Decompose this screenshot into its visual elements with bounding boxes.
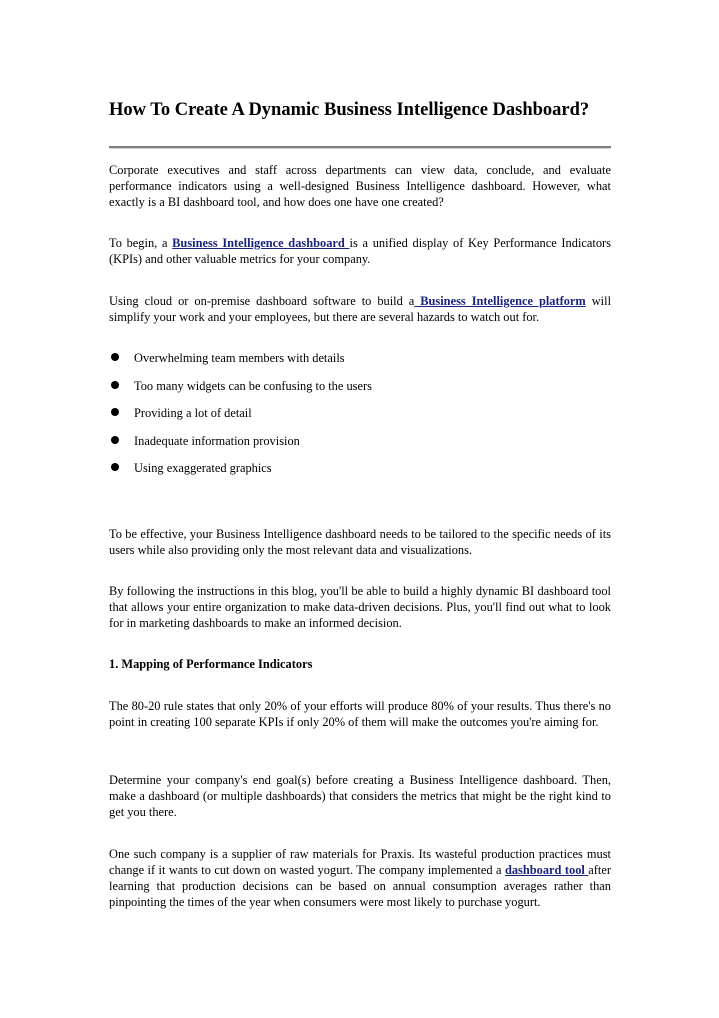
list-item-text: Inadequate information provision: [134, 433, 300, 448]
list-item: [109, 405, 611, 433]
paragraph-praxis-example: [109, 846, 611, 910]
text: To begin, a: [109, 236, 173, 250]
text: after learning that production decisions can be based on annual consumption averages rather than pinpointing the times of the year when consumers were most likely to purchase yogurt.: [109, 863, 611, 909]
list-item: [109, 460, 611, 488]
intro-paragraph: Corporate executives and staff across departments can view data, conclude, and evaluate performance indicators using a well-designed Business Intelligence dashboard. However, what exactly is a BI dashboard tool, and how does one have one created?: [109, 163, 611, 209]
hazards-list: [109, 350, 611, 488]
text: will simplify your work and your employees, but there are several hazards to watch out for.: [109, 294, 612, 324]
list-item-text: Too many widgets can be confusing to the users: [134, 378, 372, 393]
text: Using cloud or on-premise dashboard software to build a: [109, 294, 415, 308]
paragraph-bi-platform: [109, 293, 611, 325]
dashboard-tool-link[interactable]: dashboard tool: [504, 863, 589, 877]
list-item: [109, 433, 611, 461]
business-intelligence-dashboard-link[interactable]: Business Intelligence dashboard: [172, 236, 350, 250]
list-item: [109, 378, 611, 406]
list-item-text: Using exaggerated graphics: [134, 461, 272, 475]
list-item-text: Overwhelming team members with details: [134, 351, 345, 365]
document-title: How To Create A Dynamic Business Intelligence Dashboard?: [109, 100, 590, 120]
business-intelligence-platform-link[interactable]: Business Intelligence platform: [414, 294, 586, 308]
paragraph-bi-dashboard-definition: [109, 235, 611, 267]
text: One such company is a supplier of raw materials for Praxis. Its wasteful production practices must change if it wants to cut down on wasted yogurt. The company implemented a: [109, 847, 611, 877]
paragraph-80-20-rule: The 80-20 rule states that only 20% of your efforts will produce 80% of your results. Thus there's no point in creating 100 separate KPIs if only 20% of them will make the outcomes you're aiming for.: [109, 699, 611, 729]
bullet-icon: [111, 436, 119, 444]
bullet-icon: [111, 353, 119, 361]
paragraph-end-goals: Determine your company's end goal(s) before creating a Business Intelligence dashboard. Then, make a dashboard (or multiple dashboards) that considers the metrics that might be the right kind to get you there.: [109, 773, 611, 819]
paragraph-blog-instructions: By following the instructions in this blog, you'll be able to build a highly dynamic BI dashboard tool that allows your entire organization to make data-driven decisions. Plus, you'll find out what to look for in marketing dashboards to make an informed decision.: [109, 584, 611, 630]
list-item-text: Providing a lot of detail: [134, 406, 252, 420]
list-item: [109, 350, 611, 378]
text: is a unified display of Key Performance Indicators (KPIs) and other valuable metrics for your company.: [109, 236, 611, 266]
title-divider: [109, 146, 611, 149]
bullet-icon: [111, 381, 119, 389]
section-heading: 1. Mapping of Performance Indicators: [109, 657, 313, 671]
paragraph-effective-dashboard: To be effective, your Business Intelligence dashboard needs to be tailored to the specific needs of its users while also providing only the most relevant data and visualizations.: [109, 527, 611, 557]
bullet-icon: [111, 463, 119, 471]
bullet-icon: [111, 408, 119, 416]
